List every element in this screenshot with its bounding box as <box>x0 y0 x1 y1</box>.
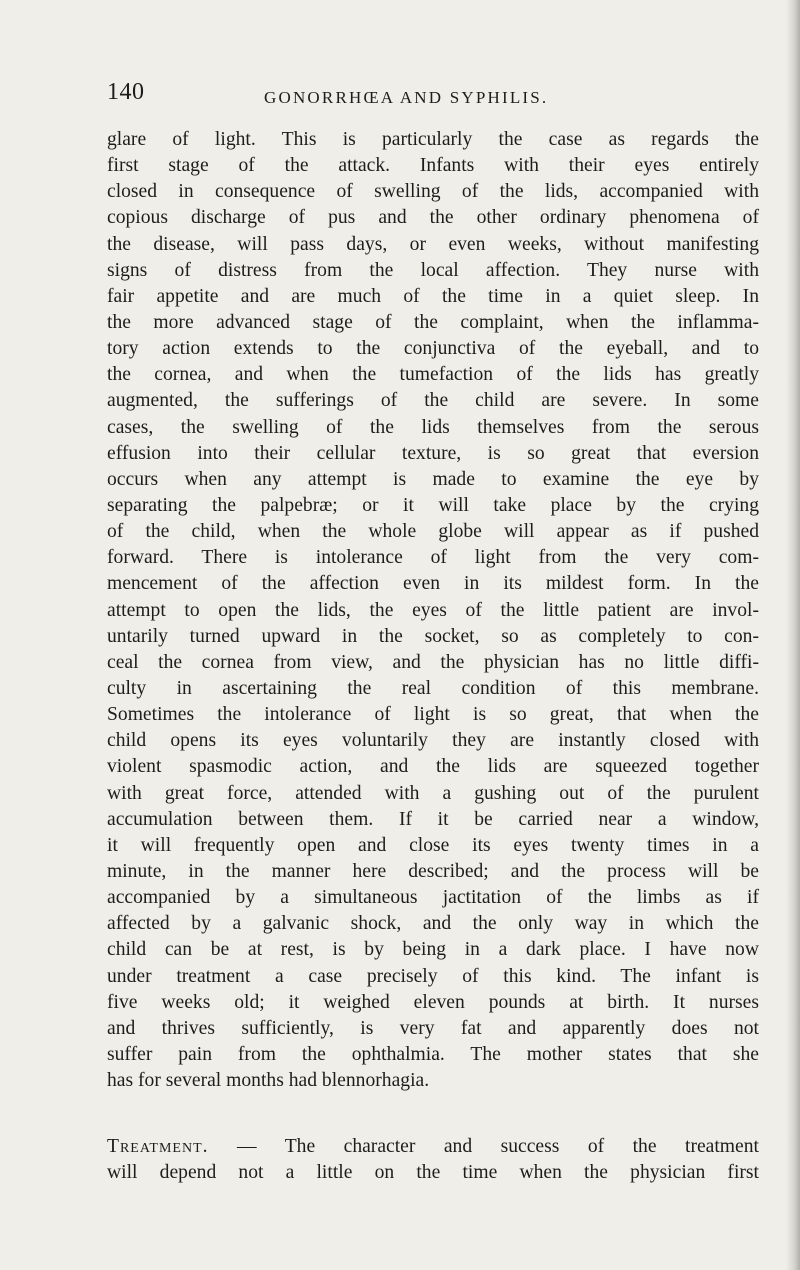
paragraph-line: will depend not a little on the time when the physician first <box>107 1162 759 1184</box>
paragraph-line <box>107 1134 759 1160</box>
paragraph-line: the more advanced stage of the complaint, when the inflamma- <box>107 311 759 333</box>
paragraph-line: forward. There is intolerance of light from the very com- <box>107 547 759 569</box>
paragraph-line: with great force, attended with a gushing out of the purulent <box>107 782 759 804</box>
paragraph-line: affected by a galvanic shock, and the only way in which the <box>107 913 759 935</box>
paragraph-line: suffer pain from the ophthalmia. The mother states that she <box>107 1043 759 1065</box>
paragraph-line: has for several months had blennorhagia. <box>107 1070 430 1092</box>
paragraph-line: mencement of the affection even in its mildest form. In the <box>107 573 759 595</box>
paragraph-line: it will frequently open and close its eyes twenty times in a <box>107 834 759 856</box>
paragraph-line: separating the palpebræ; or it will take place by the crying <box>107 494 759 516</box>
paragraph-line: fair appetite and are much of the time in a quiet sleep. In <box>107 285 759 307</box>
paragraph-line: child opens its eyes voluntarily they are instantly closed with <box>107 730 759 752</box>
paragraph-line: augmented, the sufferings of the child are severe. In some <box>107 390 759 412</box>
page-number: 140 <box>107 79 145 105</box>
paragraph-line: effusion into their cellular texture, is so great that eversion <box>107 442 759 464</box>
paragraph-line: cases, the swelling of the lids themselves from the serous <box>107 416 759 438</box>
paragraph-line: violent spasmodic action, and the lids are squeezed together <box>107 756 759 778</box>
paragraph-line: five weeks old; it weighed eleven pounds at birth. It nurses <box>107 991 759 1013</box>
paragraph-line: copious discharge of pus and the other ordinary phenomena of <box>107 207 759 229</box>
paragraph-line: untarily turned upward in the socket, so as completely to con- <box>107 625 759 647</box>
paragraph-line: the cornea, and when the tumefaction of the lids has greatly <box>107 364 759 386</box>
paragraph-line: under treatment a case precisely of this kind. The infant is <box>107 965 759 987</box>
paragraph-line: signs of distress from the local affection. They nurse with <box>107 259 759 281</box>
paragraph-line: attempt to open the lids, the eyes of the little patient are invol- <box>107 599 759 621</box>
body-paragraph-2 <box>107 1134 759 1186</box>
paragraph-line: ceal the cornea from view, and the physician has no little diffi- <box>107 651 759 673</box>
section-heading-treatment: Treatment. <box>107 1136 209 1157</box>
paragraph-line: closed in consequence of swelling of the lids, accompanied with <box>107 181 759 203</box>
paragraph-line: child can be at rest, is by being in a dark place. I have now <box>107 939 759 961</box>
paragraph-line: accompanied by a simultaneous jactitation of the limbs as if <box>107 887 759 909</box>
paragraph-line: of the child, when the whole globe will appear as if pushed <box>107 521 759 543</box>
page-edge-shadow <box>786 0 800 1270</box>
paragraph-line-text: — The character and success of the treatment <box>208 1136 759 1157</box>
body-paragraph-1 <box>107 127 759 1094</box>
paragraph-line: Sometimes the intolerance of light is so great, that when the <box>107 704 759 726</box>
paragraph-line: glare of light. This is particularly the case as regards the <box>107 129 759 150</box>
paragraph-line: culty in ascertaining the real condition of this membrane. <box>107 677 759 699</box>
paragraph-line: and thrives sufficiently, is very fat and apparently does not <box>107 1017 759 1039</box>
paragraph-line: tory action extends to the conjunctiva of the eyeball, and to <box>107 338 759 360</box>
paragraph-line: first stage of the attack. Infants with their eyes entirely <box>107 155 759 177</box>
paragraph-line: minute, in the manner here described; and the process will be <box>107 860 759 882</box>
page-header <box>107 79 759 109</box>
paragraph-line: accumulation between them. If it be carried near a window, <box>107 808 759 830</box>
running-head: GONORRHŒA AND SYPHILIS. <box>264 88 549 107</box>
paragraph-line: occurs when any attempt is made to examine the eye by <box>107 468 759 490</box>
paragraph-line: the disease, will pass days, or even weeks, without manifesting <box>107 233 759 255</box>
